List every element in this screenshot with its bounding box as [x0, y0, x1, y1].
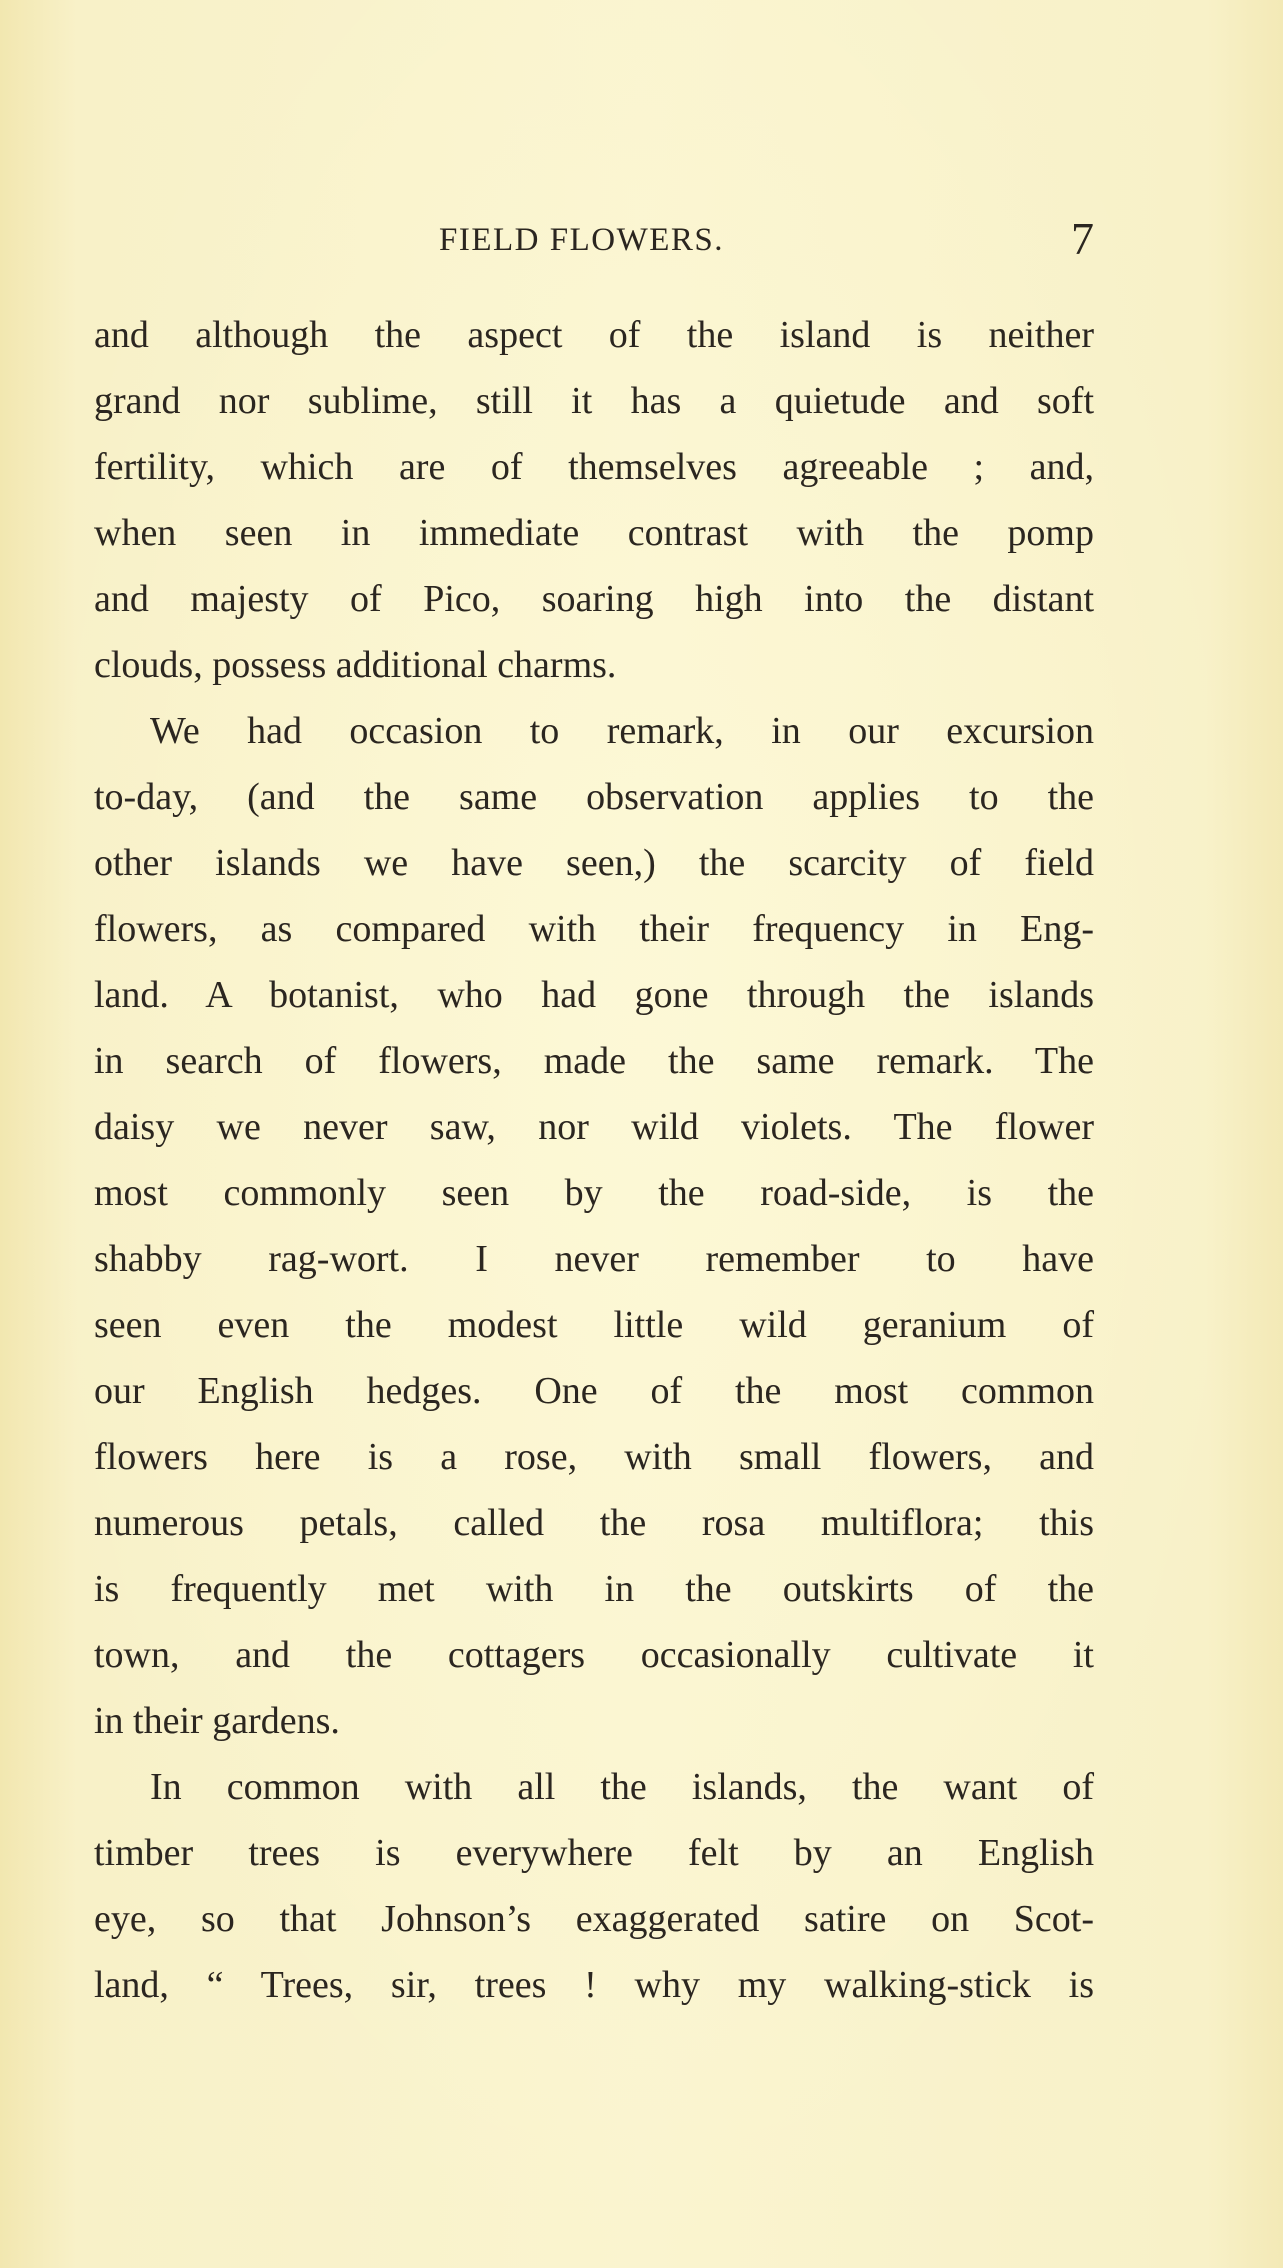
text-line: flowers, as compared with their frequency in Eng-	[94, 908, 1094, 950]
text-line: and majesty of Pico, soaring high into the distant	[94, 578, 1094, 620]
running-head	[94, 212, 1094, 272]
body-text	[94, 302, 1094, 2018]
text-line: land. A botanist, who had gone through the islands	[94, 974, 1094, 1016]
text-line: timber trees is everywhere felt by an English	[94, 1832, 1094, 1874]
page-number: 7	[1071, 213, 1094, 264]
text-line: shabby rag-wort. I never remember to have	[94, 1238, 1094, 1280]
text-line: In common with all the islands, the want of	[150, 1766, 1094, 1808]
text-line: grand nor sublime, still it has a quietude and soft	[94, 380, 1094, 422]
text-line: to-day, (and the same observation applies to the	[94, 776, 1094, 818]
text-line: town, and the cottagers occasionally cultivate it	[94, 1634, 1094, 1676]
text-line: our English hedges. One of the most common	[94, 1370, 1094, 1412]
text-line: most commonly seen by the road-side, is the	[94, 1172, 1094, 1214]
text-line: in search of flowers, made the same remark. The	[94, 1040, 1094, 1082]
text-line: fertility, which are of themselves agreeable ; and,	[94, 446, 1094, 488]
text-line: when seen in immediate contrast with the pomp	[94, 512, 1094, 554]
text-line: clouds, possess additional charms.	[94, 644, 617, 686]
text-line: seen even the modest little wild geranium of	[94, 1304, 1094, 1346]
text-line: eye, so that Johnson’s exaggerated satire on Scot-	[94, 1898, 1094, 1940]
running-title: FIELD FLOWERS.	[439, 222, 724, 258]
text-line: flowers here is a rose, with small flowers, and	[94, 1436, 1094, 1478]
text-line: and although the aspect of the island is neither	[94, 314, 1094, 356]
text-line: daisy we never saw, nor wild violets. The flower	[94, 1106, 1094, 1148]
text-line: is frequently met with in the outskirts of the	[94, 1568, 1094, 1610]
text-line: numerous petals, called the rosa multiflora; this	[94, 1502, 1094, 1544]
text-line: in their gardens.	[94, 1700, 340, 1742]
text-line: land, “ Trees, sir, trees ! why my walking-stick is	[94, 1964, 1094, 2006]
text-line: other islands we have seen,) the scarcity of field	[94, 842, 1094, 884]
text-line: We had occasion to remark, in our excursion	[150, 710, 1094, 752]
